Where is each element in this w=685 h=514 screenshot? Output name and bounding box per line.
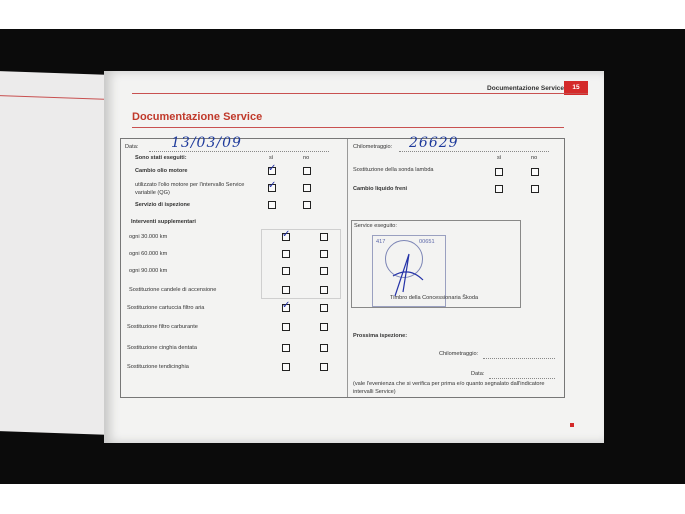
end-marker	[570, 423, 574, 427]
inspection-yes-checkbox[interactable]	[268, 201, 276, 209]
left-page	[0, 71, 109, 435]
supp-timing-belt: Sostituzione cinghia dentata	[127, 345, 197, 351]
supp-90000: ogni 90.000 km	[129, 268, 168, 274]
supp-90000-no-checkbox[interactable]	[320, 267, 328, 275]
inspection-no-checkbox[interactable]	[303, 201, 311, 209]
brake-fluid-yes-checkbox[interactable]	[495, 185, 503, 193]
supp-tensioner: Sostituzione tendicinghia	[127, 364, 189, 370]
supp-fuel-filter: Sostituzione filtro carburante	[127, 324, 198, 330]
header-rule	[132, 93, 588, 94]
check-mark-icon: ✓	[282, 229, 291, 240]
check-mark-icon: ✓	[282, 300, 291, 311]
variable-oil-yes-checkbox[interactable]	[268, 180, 277, 192]
title-rule	[132, 127, 564, 128]
ghost-print	[261, 229, 341, 299]
date-value: 13/03/09	[171, 135, 242, 151]
variable-oil-no-checkbox[interactable]	[303, 184, 311, 192]
next-date-label: Data:	[471, 371, 485, 377]
col-yes-left: sì	[269, 155, 274, 161]
col-no-right: no	[531, 155, 538, 161]
item-brake-fluid: Cambio liquido freni	[353, 186, 408, 192]
fuel-filter-yes-checkbox[interactable]	[282, 323, 290, 331]
left-page-rule	[0, 95, 108, 100]
air-filter-yes-checkbox[interactable]	[282, 300, 291, 312]
page-number: 15	[564, 81, 588, 95]
fuel-filter-no-checkbox[interactable]	[320, 323, 328, 331]
next-date-line	[489, 378, 555, 379]
lambda-no-checkbox[interactable]	[531, 168, 539, 176]
oil-no-checkbox[interactable]	[303, 167, 311, 175]
brake-fluid-no-checkbox[interactable]	[531, 185, 539, 193]
supp-spark-plugs: Sostituzione candele di accensione	[129, 287, 217, 293]
performed-label: Sono stati eseguiti:	[135, 155, 187, 161]
item-lambda: Sostituzione della sonda lambda	[353, 167, 434, 173]
footnote: (vale l'evenienza che si verifica per prima e/o quanto segnalato dall'indicatore intervalli Service)	[353, 381, 545, 395]
service-form	[120, 135, 565, 398]
stamp-code: 00651	[419, 239, 435, 245]
check-mark-icon: ✓	[268, 163, 277, 174]
mileage-line	[399, 151, 549, 152]
timing-belt-no-checkbox[interactable]	[320, 344, 328, 352]
tensioner-yes-checkbox[interactable]	[282, 363, 290, 371]
lambda-yes-checkbox[interactable]	[495, 168, 503, 176]
date-line	[149, 151, 329, 152]
stamp-number: 417	[376, 239, 386, 245]
page-title: Documentazione Service	[132, 111, 263, 123]
item-oil-change: Cambio olio motore	[135, 168, 188, 174]
spark-plugs-no-checkbox[interactable]	[320, 286, 328, 294]
service-done-label: Service eseguito:	[354, 223, 397, 229]
supp-60000-yes-checkbox[interactable]	[282, 250, 290, 258]
item-variable-oil: utilizzato l'olio motore per l'intervallo Service variabile (QG)	[135, 182, 245, 196]
column-divider	[347, 139, 348, 397]
service-page	[104, 71, 604, 443]
col-yes-right: sì	[497, 155, 502, 161]
supp-90000-yes-checkbox[interactable]	[282, 267, 290, 275]
header-section: Documentazione Service	[487, 85, 564, 92]
oil-yes-checkbox[interactable]	[268, 163, 277, 175]
mileage-value: 26629	[409, 135, 459, 151]
supp-60000: ogni 60.000 km	[129, 251, 168, 257]
air-filter-no-checkbox[interactable]	[320, 304, 328, 312]
photo-background	[0, 29, 685, 484]
item-inspection: Servizio di ispezione	[135, 202, 191, 208]
col-no-left: no	[303, 155, 310, 161]
mileage-label: Chilometraggio:	[353, 144, 393, 150]
next-inspection-label: Prossima ispezione:	[353, 333, 408, 339]
supp-30000: ogni 30.000 km	[129, 234, 168, 240]
supp-air-filter: Sostituzione cartuccia filtro aria	[127, 305, 205, 311]
timing-belt-yes-checkbox[interactable]	[282, 344, 290, 352]
next-mileage-line	[483, 358, 555, 359]
tensioner-no-checkbox[interactable]	[320, 363, 328, 371]
supp-60000-no-checkbox[interactable]	[320, 250, 328, 258]
supp-30000-no-checkbox[interactable]	[320, 233, 328, 241]
service-done-box	[351, 220, 521, 308]
date-label: Data:	[125, 144, 139, 150]
stamp-text: Timbro della Concessionaria Škoda	[390, 295, 479, 301]
supplementary-label: Interventi supplementari	[131, 219, 196, 225]
check-mark-icon: ✓	[268, 180, 277, 191]
next-mileage-label: Chilometraggio:	[439, 351, 479, 357]
spark-plugs-yes-checkbox[interactable]	[282, 286, 290, 294]
supp-30000-yes-checkbox[interactable]	[282, 229, 291, 241]
